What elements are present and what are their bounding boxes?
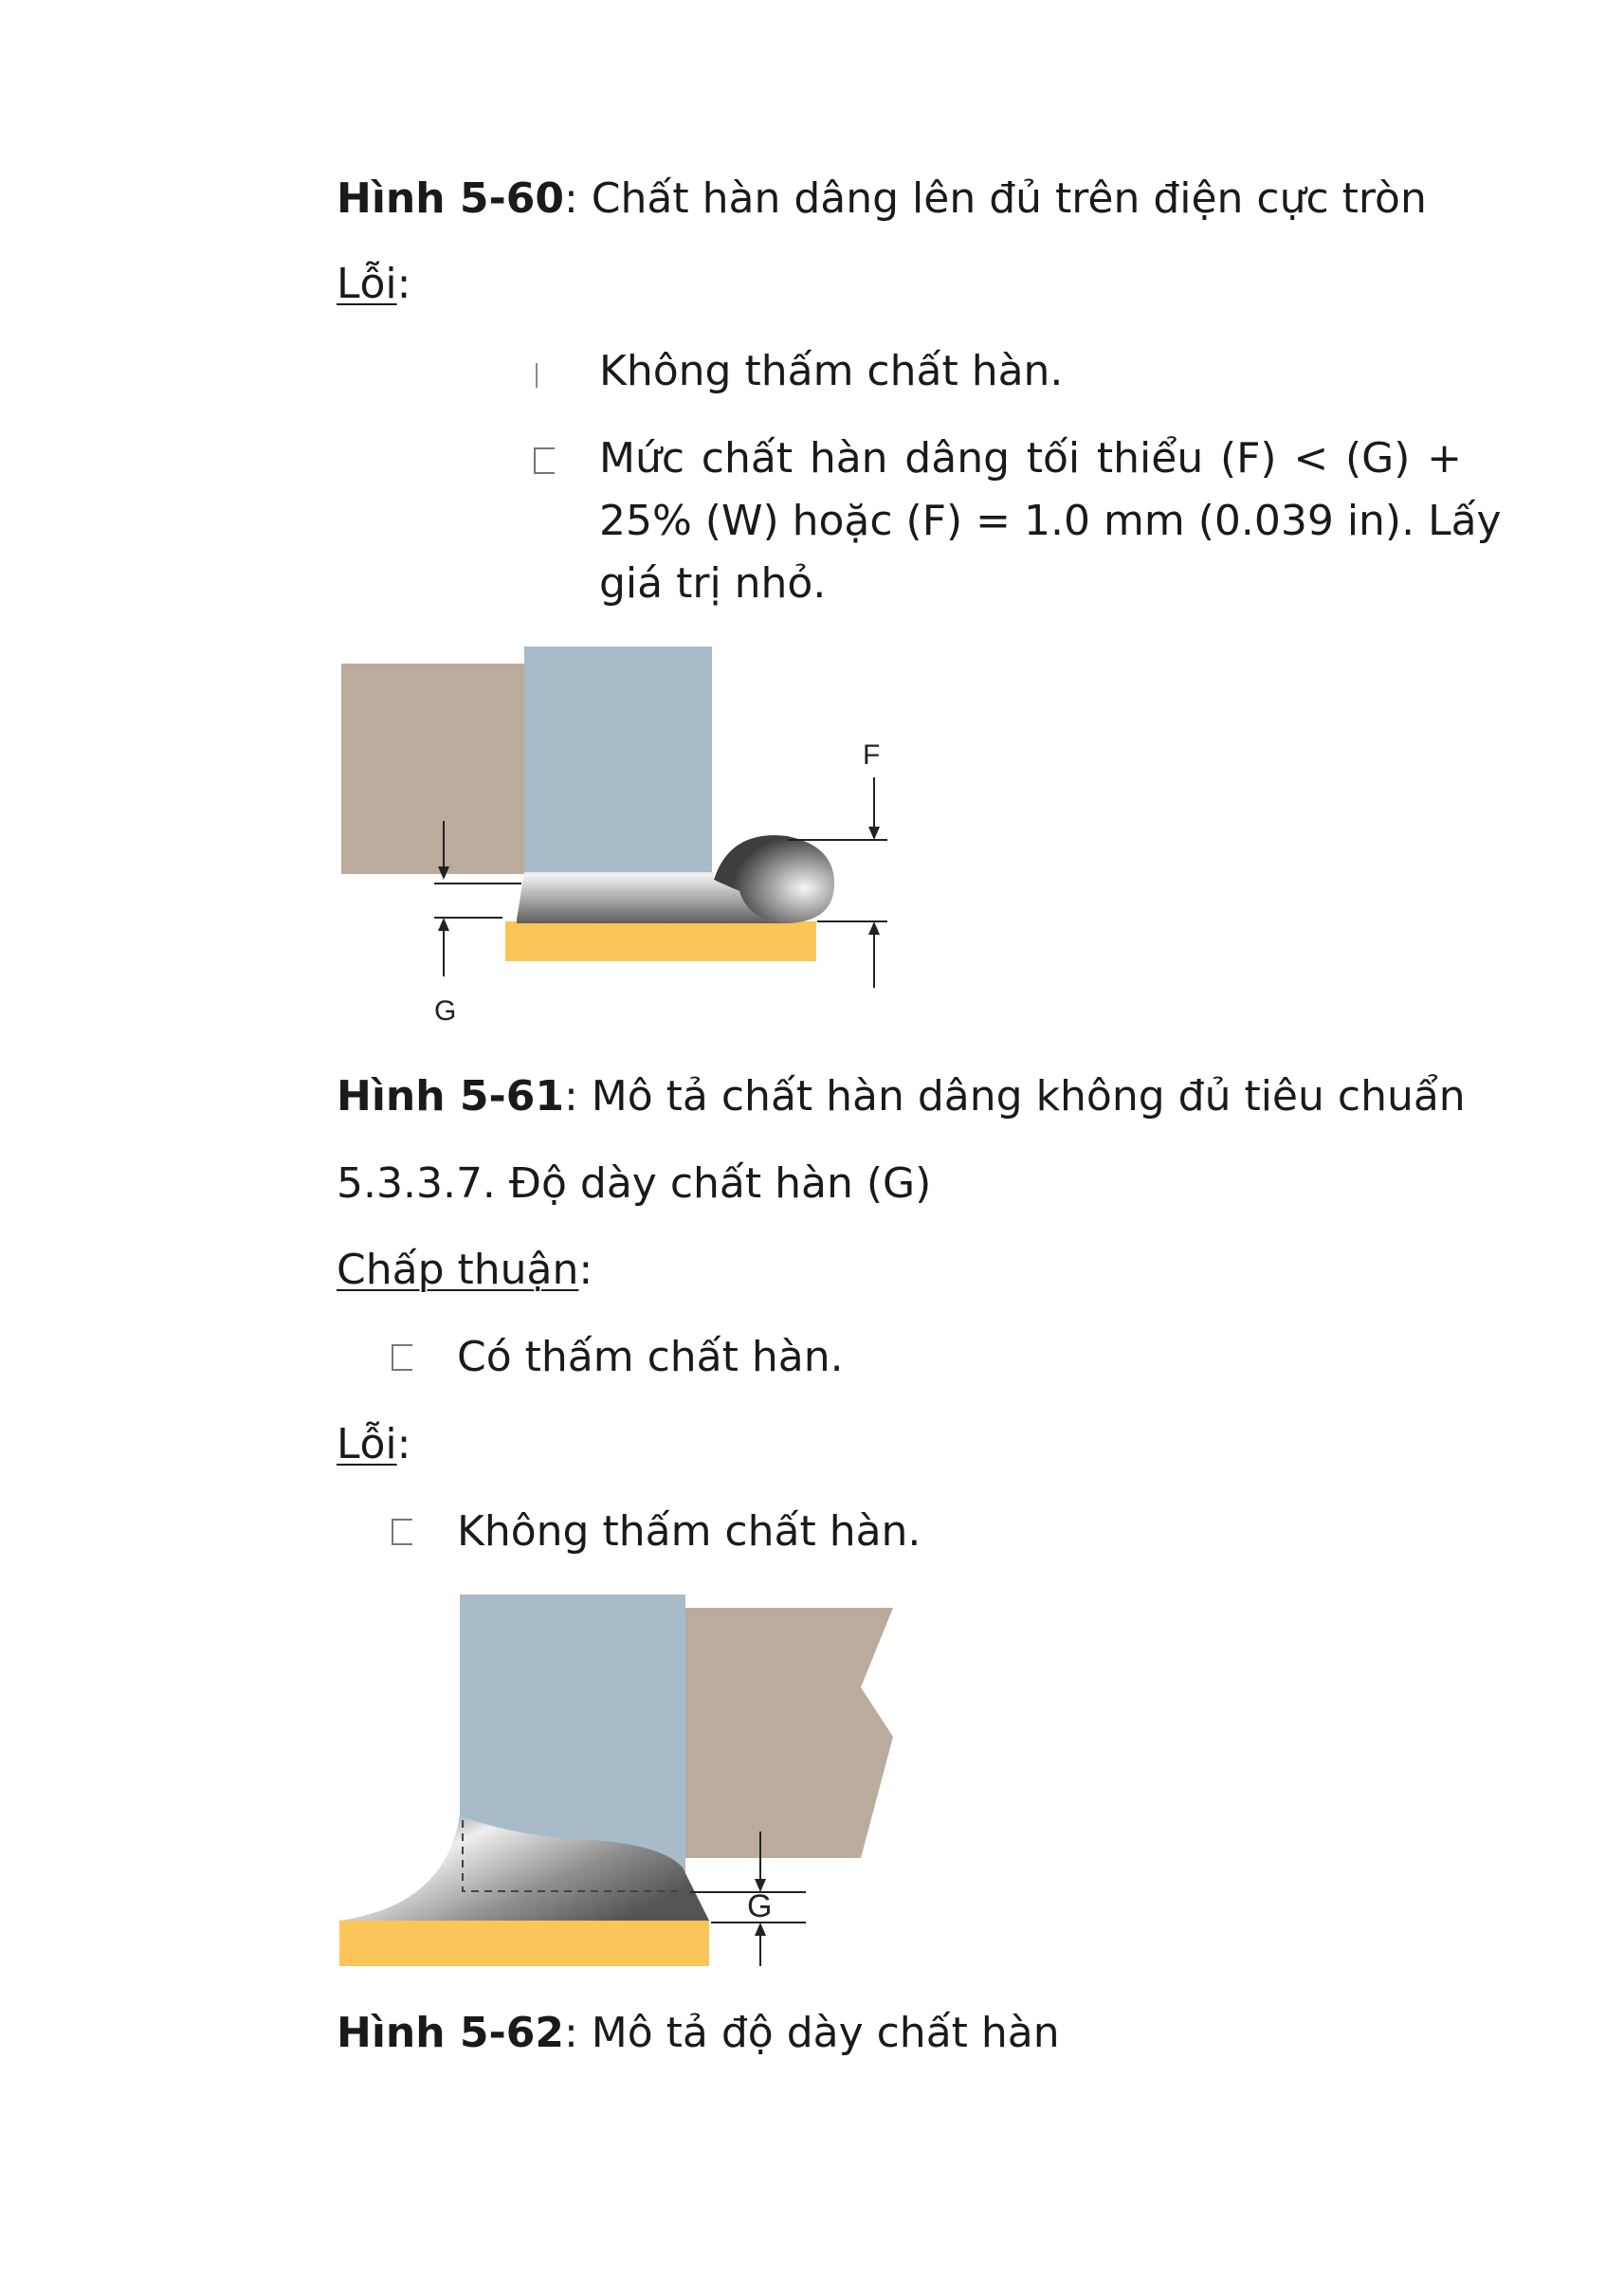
dimension-label-f: F [863, 739, 881, 771]
arrow-down-icon [868, 827, 880, 840]
dimension-label-g: G [434, 995, 457, 1027]
section-heading: 5.3.3.7. Độ dày chất hàn (G) [337, 1159, 932, 1208]
defect-item-line: giá trị nhỏ. [599, 559, 827, 608]
figure-caption-5-60 [337, 171, 1427, 228]
defect-item-line: Mức chất hàn dâng tối thiểu (F) < (G) + [599, 434, 1462, 483]
dimension-label-g: G [747, 1888, 773, 1924]
bullet-icon [392, 1519, 412, 1545]
defect-item: Không thấm chất hàn. [457, 1507, 921, 1556]
accept-item: Có thấm chất hàn. [457, 1333, 844, 1381]
solder-thickness-diagram [332, 1583, 901, 1972]
solder-pad [505, 921, 816, 961]
figure-caption-text: : Mô tả chất hàn dâng không đủ tiêu chuẩn [563, 1072, 1466, 1121]
solder-rise-diagram [332, 635, 920, 1043]
bullet-icon [536, 363, 538, 388]
accept-heading-label: Chấp thuận [337, 1246, 579, 1294]
defect-item: Không thấm chất hàn. [599, 347, 1064, 395]
arrow-up-icon [755, 1922, 766, 1936]
bullet-icon [534, 447, 555, 474]
lead-body [683, 1608, 893, 1858]
defect-heading: Lỗi: [337, 1420, 411, 1468]
figure-label: Hình 5-60 [337, 174, 564, 223]
solder-pad [339, 1921, 709, 1966]
figure-label: Hình 5-61 [337, 1072, 564, 1121]
figure-caption-text: : Mô tả độ dày chất hàn [563, 2009, 1060, 2057]
accept-heading: Chấp thuận: [337, 1246, 593, 1294]
defect-item-line: 25% (W) hoặc (F) = 1.0 mm (0.039 in). Lấy [599, 497, 1502, 545]
figure-label: Hình 5-62 [337, 2009, 564, 2057]
component-body [524, 647, 712, 872]
defect-heading: Lỗi: [337, 260, 411, 308]
defect-heading-label: Lỗi [337, 1420, 397, 1468]
figure-caption-5-62 [337, 2005, 1060, 2062]
figure-caption-text: : Chất hàn dâng lên đủ trên điện cực tròn [563, 174, 1427, 223]
defect-heading-label: Lỗi [337, 260, 397, 308]
bullet-icon [392, 1344, 412, 1371]
arrow-up-icon [868, 921, 880, 935]
lead-body [341, 664, 531, 874]
arrow-up-icon [438, 918, 449, 931]
figure-caption-5-61 [337, 1068, 1466, 1125]
